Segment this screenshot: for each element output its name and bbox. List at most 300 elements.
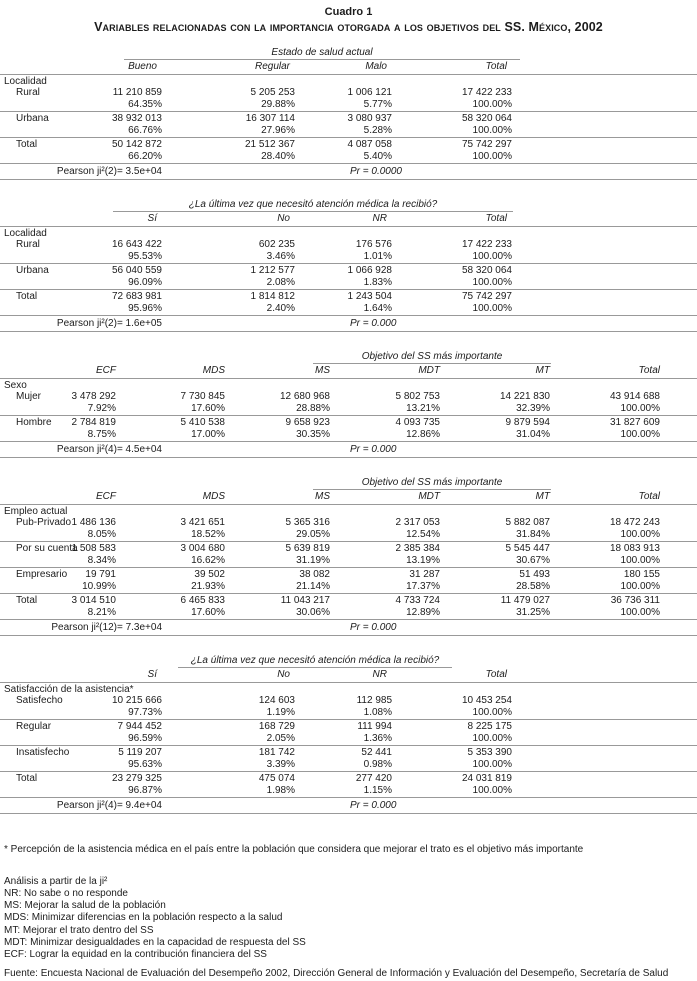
- count-cell: 58 320 064: [461, 113, 512, 124]
- percent-cell: 1.01%: [363, 250, 392, 262]
- percent-cell: 30.67%: [516, 554, 550, 566]
- percent-cell: 100.00%: [472, 124, 512, 136]
- row-label: Empresario: [16, 569, 68, 580]
- percent-cell: 7.92%: [87, 402, 116, 414]
- count-cell: 1 066 928: [347, 265, 392, 276]
- count-cell: 58 320 064: [461, 265, 512, 276]
- count-cell: 2 317 053: [395, 517, 440, 528]
- count-cell: 1 006 121: [347, 87, 392, 98]
- pearson-statistic: Pearson ji²(4)= 9.4e+04: [56, 800, 162, 811]
- data-row: [0, 517, 697, 529]
- percent-cell: 1.08%: [363, 706, 392, 718]
- data-row: [0, 417, 697, 429]
- row-label: Regular: [16, 721, 52, 732]
- count-cell: 43 914 688: [609, 391, 660, 402]
- row-label-spacer: [0, 529, 60, 541]
- row-label: Por su cuenta: [16, 543, 78, 554]
- divider-line: [0, 331, 697, 332]
- count-cell: 23 279 325: [111, 773, 162, 784]
- column-header: MS: [315, 365, 330, 376]
- count-cell: 181 742: [258, 747, 295, 758]
- count-cell: 21 512 367: [244, 139, 295, 150]
- group-header-row: [0, 477, 697, 490]
- count-cell: 17 422 233: [461, 87, 512, 98]
- column-header: Total: [485, 213, 507, 224]
- percent-cell: 5.28%: [363, 124, 392, 136]
- stat-table: [0, 655, 697, 814]
- percent-cell: 32.39%: [516, 402, 550, 414]
- column-header-row: [0, 669, 697, 681]
- count-cell: 75 742 297: [461, 291, 512, 302]
- count-cell: 8 225 175: [467, 721, 512, 732]
- percent-cell: 1.36%: [363, 732, 392, 744]
- percent-cell: 97.73%: [128, 706, 162, 718]
- column-header: MDS: [202, 365, 225, 376]
- row-label-spacer: [0, 251, 96, 263]
- row-label-spacer: [0, 303, 96, 315]
- percent-cell: 18.52%: [191, 528, 225, 540]
- percent-row: [0, 529, 697, 541]
- percent-cell: 8.75%: [87, 428, 116, 440]
- count-cell: 11 210 859: [112, 87, 162, 98]
- percent-row: [0, 303, 697, 315]
- data-row: [0, 239, 697, 251]
- divider-line: [0, 797, 697, 798]
- column-header: Total: [638, 491, 660, 502]
- percent-cell: 21.14%: [296, 580, 330, 592]
- pearson-pvalue: Pr = 0.000: [350, 622, 397, 633]
- pearson-row: [0, 621, 697, 634]
- count-cell: 1 486 136: [71, 517, 116, 528]
- footnote-abbreviation: ECF: Lograr la equidad en la contribución financiera del SS: [4, 949, 267, 961]
- row-label-spacer: [0, 607, 60, 619]
- column-header: No: [277, 669, 290, 680]
- divider-line: [0, 179, 697, 180]
- percent-cell: 16.62%: [191, 554, 225, 566]
- percent-cell: 31.04%: [516, 428, 550, 440]
- pearson-pvalue: Pr = 0.000: [350, 800, 397, 811]
- count-cell: 10 215 666: [111, 695, 162, 706]
- abbreviation-list: [4, 888, 687, 961]
- page-title: Variables relacionadas con la importancia otorgada a los objetivos del SS. México, 2002: [94, 20, 603, 34]
- divider-line: [0, 567, 697, 568]
- table-group-header: Estado de salud actual: [124, 47, 520, 60]
- column-header-row: [0, 491, 697, 503]
- percent-row: [0, 403, 697, 415]
- data-row: [0, 695, 697, 707]
- percent-row: [0, 759, 697, 771]
- data-row: [0, 87, 697, 99]
- footnote-abbreviation: MDT: Minimizar desigualdades en la capacidad de respuesta del SS: [4, 936, 306, 948]
- percent-cell: 28.40%: [261, 150, 295, 162]
- count-cell: 5 882 087: [505, 517, 550, 528]
- column-header-row: [0, 213, 697, 225]
- pearson-statistic: Pearson ji²(4)= 4.5e+04: [56, 444, 162, 455]
- percent-row: [0, 707, 697, 719]
- column-header: ECF: [96, 365, 116, 376]
- divider-line: [0, 593, 697, 594]
- divider-line: [0, 441, 697, 442]
- percent-cell: 21.93%: [191, 580, 225, 592]
- row-label-spacer: [0, 213, 96, 225]
- count-cell: 5 802 753: [395, 391, 440, 402]
- count-cell: 31 827 609: [609, 417, 660, 428]
- table-group-header: ¿La última vez que necesitó atención médica la recibió?: [178, 655, 452, 668]
- percent-cell: 96.09%: [128, 276, 162, 288]
- column-header: Total: [485, 61, 507, 72]
- row-label: Total: [16, 291, 38, 302]
- row-label-spacer: [0, 365, 60, 377]
- row-label-spacer: [0, 403, 60, 415]
- percent-cell: 100.00%: [620, 554, 660, 566]
- data-row: [0, 721, 697, 733]
- percent-cell: 64.35%: [128, 98, 162, 110]
- percent-cell: 8.21%: [87, 606, 116, 618]
- row-label-spacer: [0, 785, 96, 797]
- pearson-row: [0, 165, 697, 178]
- percent-cell: 96.87%: [128, 784, 162, 796]
- count-cell: 6 465 833: [180, 595, 225, 606]
- pearson-statistic: Pearson ji²(2)= 1.6e+05: [56, 318, 162, 329]
- percent-cell: 17.60%: [191, 402, 225, 414]
- stat-table: [0, 47, 697, 180]
- percent-row: [0, 785, 697, 797]
- pearson-row: [0, 799, 697, 812]
- row-label: Hombre: [16, 417, 52, 428]
- percent-cell: 28.88%: [296, 402, 330, 414]
- percent-cell: 17.00%: [191, 428, 225, 440]
- row-label: Mujer: [16, 391, 42, 402]
- count-cell: 39 502: [194, 569, 225, 580]
- count-cell: 3 080 937: [347, 113, 392, 124]
- data-row: [0, 569, 697, 581]
- column-header: MDT: [418, 365, 440, 376]
- count-cell: 4 733 724: [395, 595, 440, 606]
- count-cell: 5 365 316: [285, 517, 330, 528]
- divider-line: [0, 137, 697, 138]
- percent-cell: 95.96%: [128, 302, 162, 314]
- column-header: MT: [535, 491, 550, 502]
- row-label: Total: [16, 139, 38, 150]
- count-cell: 11 043 217: [280, 595, 330, 606]
- divider-line: [0, 745, 697, 746]
- count-cell: 52 441: [361, 747, 392, 758]
- percent-cell: 31.25%: [516, 606, 550, 618]
- column-header: Sí: [147, 213, 157, 224]
- category-label: Localidad: [4, 227, 47, 239]
- column-header: No: [277, 213, 290, 224]
- pearson-statistic: Pearson ji²(2)= 3.5e+04: [56, 166, 162, 177]
- percent-cell: 13.21%: [406, 402, 440, 414]
- percent-cell: 100.00%: [620, 528, 660, 540]
- percent-cell: 1.64%: [363, 302, 392, 314]
- percent-cell: 66.76%: [128, 124, 162, 136]
- column-header: Total: [485, 669, 507, 680]
- count-cell: 5 353 390: [467, 747, 512, 758]
- group-header-row: [0, 47, 697, 60]
- count-cell: 11 479 027: [500, 595, 550, 606]
- count-cell: 3 014 510: [71, 595, 116, 606]
- row-label-spacer: [0, 733, 96, 745]
- data-row: [0, 747, 697, 759]
- row-label-spacer: [0, 581, 60, 593]
- count-cell: 19 791: [85, 569, 116, 580]
- column-header: Regular: [254, 61, 290, 72]
- data-row: [0, 291, 697, 303]
- divider-line: [0, 719, 697, 720]
- category-label: Empleo actual: [4, 505, 68, 517]
- divider-line: [0, 635, 697, 636]
- percent-row: [0, 429, 697, 441]
- percent-row: [0, 99, 697, 111]
- count-cell: 17 422 233: [461, 239, 512, 250]
- percent-cell: 100.00%: [472, 276, 512, 288]
- pearson-pvalue: Pr = 0.0000: [350, 166, 402, 177]
- percent-cell: 12.54%: [406, 528, 440, 540]
- divider-line: [0, 263, 697, 264]
- divider-line: [0, 682, 697, 683]
- percent-cell: 66.20%: [128, 150, 162, 162]
- percent-cell: 100.00%: [472, 784, 512, 796]
- row-label: Rural: [16, 239, 40, 250]
- percent-cell: 100.00%: [472, 758, 512, 770]
- table-group-header: ¿La última vez que necesitó atención médica la recibió?: [113, 199, 513, 212]
- count-cell: 18 472 243: [609, 517, 660, 528]
- count-cell: 16 643 422: [111, 239, 162, 250]
- count-cell: 1 243 504: [347, 291, 392, 302]
- row-label: Rural: [16, 87, 40, 98]
- percent-cell: 13.19%: [406, 554, 440, 566]
- data-row: [0, 543, 697, 555]
- percent-cell: 5.40%: [363, 150, 392, 162]
- group-header-row: [0, 351, 697, 364]
- percent-cell: 100.00%: [472, 98, 512, 110]
- percent-cell: 3.39%: [266, 758, 295, 770]
- group-header-row: [0, 655, 697, 668]
- percent-cell: 95.53%: [128, 250, 162, 262]
- percent-cell: 17.37%: [406, 580, 440, 592]
- divider-line: [0, 289, 697, 290]
- divider-line: [0, 619, 697, 620]
- data-row: [0, 595, 697, 607]
- count-cell: 111 994: [357, 721, 392, 732]
- count-cell: 51 493: [519, 569, 550, 580]
- count-cell: 9 658 923: [285, 417, 330, 428]
- percent-row: [0, 125, 697, 137]
- row-label: Urbana: [16, 113, 49, 124]
- row-label: Insatisfecho: [16, 747, 70, 758]
- percent-cell: 100.00%: [472, 150, 512, 162]
- percent-cell: 0.98%: [363, 758, 392, 770]
- column-header: Malo: [365, 61, 387, 72]
- count-cell: 5 545 447: [505, 543, 550, 554]
- data-row: [0, 113, 697, 125]
- column-header: MT: [535, 365, 550, 376]
- column-header: ECF: [96, 491, 116, 502]
- data-row: [0, 139, 697, 151]
- footnote-abbreviation: MDS: Minimizar diferencias en la población respecto a la salud: [4, 912, 283, 924]
- percent-cell: 8.05%: [87, 528, 116, 540]
- count-cell: 14 221 830: [499, 391, 550, 402]
- percent-cell: 10.99%: [82, 580, 116, 592]
- row-label: Total: [16, 773, 38, 784]
- percent-cell: 17.60%: [191, 606, 225, 618]
- category-label: Sexo: [4, 379, 27, 391]
- count-cell: 1 508 583: [71, 543, 116, 554]
- count-cell: 2 385 384: [395, 543, 440, 554]
- percent-cell: 95.63%: [128, 758, 162, 770]
- divider-line: [0, 415, 697, 416]
- percent-cell: 29.05%: [296, 528, 330, 540]
- table-group-header: Objetivo del SS más importante: [313, 351, 551, 364]
- pearson-statistic: Pearson ji²(12)= 7.3e+04: [51, 622, 162, 633]
- table-group-header: Objetivo del SS más importante: [313, 477, 551, 490]
- count-cell: 3 004 680: [180, 543, 225, 554]
- percent-cell: 100.00%: [620, 402, 660, 414]
- count-cell: 31 287: [409, 569, 440, 580]
- percent-cell: 1.83%: [363, 276, 392, 288]
- count-cell: 1 814 812: [250, 291, 295, 302]
- count-cell: 176 576: [355, 239, 392, 250]
- count-cell: 112 985: [356, 695, 392, 706]
- percent-cell: 3.46%: [266, 250, 295, 262]
- row-label-spacer: [0, 125, 96, 137]
- divider-line: [0, 378, 697, 379]
- divider-line: [0, 226, 697, 227]
- footnote-abbreviation: NR: No sabe o no responde: [4, 888, 128, 899]
- count-cell: 124 603: [258, 695, 295, 706]
- row-label-spacer: [0, 277, 96, 289]
- stat-table: [0, 477, 697, 636]
- row-label: Total: [16, 595, 38, 606]
- count-cell: 5 205 253: [250, 87, 295, 98]
- count-cell: 12 680 968: [279, 391, 330, 402]
- percent-cell: 100.00%: [620, 580, 660, 592]
- count-cell: 3 478 292: [71, 391, 116, 402]
- footnote-source: Fuente: Encuesta Nacional de Evaluación del Desempeño 2002, Dirección General de Información y Evaluación del Desempeño, Secretaría de Salud: [4, 968, 669, 980]
- count-cell: 7 730 845: [180, 391, 225, 402]
- row-label-spacer: [0, 429, 60, 441]
- percent-cell: 31.19%: [296, 554, 330, 566]
- count-cell: 38 082: [299, 569, 330, 580]
- count-cell: 5 119 207: [118, 747, 162, 758]
- group-header-row: [0, 199, 697, 212]
- divider-line: [0, 111, 697, 112]
- divider-line: [0, 504, 697, 505]
- percent-row: [0, 277, 697, 289]
- footnote-analysis-note: Análisis a partir de la ji²: [4, 876, 108, 887]
- count-cell: 18 083 913: [609, 543, 660, 554]
- percent-row: [0, 555, 697, 567]
- count-cell: 24 031 819: [461, 773, 512, 784]
- percent-cell: 30.35%: [296, 428, 330, 440]
- percent-row: [0, 151, 697, 163]
- count-cell: 9 879 594: [505, 417, 550, 428]
- pearson-pvalue: Pr = 0.000: [350, 318, 397, 329]
- row-label-spacer: [0, 707, 96, 719]
- column-header: Bueno: [128, 61, 157, 72]
- count-cell: 180 155: [623, 569, 660, 580]
- row-label-spacer: [0, 669, 96, 681]
- count-cell: 56 040 559: [111, 265, 162, 276]
- count-cell: 10 453 254: [461, 695, 512, 706]
- percent-cell: 27.96%: [261, 124, 295, 136]
- footnotes-section: [0, 844, 697, 980]
- data-row: [0, 265, 697, 277]
- row-label: Pub-Privado: [16, 517, 72, 528]
- percent-cell: 30.06%: [296, 606, 330, 618]
- percent-cell: 1.19%: [266, 706, 295, 718]
- count-cell: 72 683 981: [111, 291, 162, 302]
- count-cell: 7 944 452: [117, 721, 162, 732]
- count-cell: 50 142 872: [111, 139, 162, 150]
- percent-row: [0, 607, 697, 619]
- percent-cell: 12.89%: [406, 606, 440, 618]
- category-label: Satisfacción de la asistencia*: [4, 683, 134, 695]
- percent-cell: 8.34%: [87, 554, 116, 566]
- percent-cell: 100.00%: [620, 428, 660, 440]
- percent-cell: 100.00%: [620, 606, 660, 618]
- stat-table: [0, 199, 697, 332]
- count-cell: 16 307 114: [245, 113, 295, 124]
- row-label-spacer: [0, 555, 60, 567]
- count-cell: 5 410 538: [180, 417, 225, 428]
- percent-cell: 2.05%: [266, 732, 295, 744]
- count-cell: 4 087 058: [347, 139, 392, 150]
- count-cell: 3 421 651: [180, 517, 225, 528]
- count-cell: 4 093 735: [395, 417, 440, 428]
- column-header: NR: [372, 669, 387, 680]
- count-cell: 5 639 819: [285, 543, 330, 554]
- percent-cell: 5.77%: [363, 98, 392, 110]
- count-cell: 38 932 013: [111, 113, 162, 124]
- count-cell: 168 729: [258, 721, 295, 732]
- percent-row: [0, 581, 697, 593]
- row-label-spacer: [0, 491, 60, 503]
- divider-line: [0, 163, 697, 164]
- row-label: Satisfecho: [16, 695, 63, 706]
- pearson-row: [0, 317, 697, 330]
- percent-cell: 100.00%: [472, 250, 512, 262]
- percent-cell: 100.00%: [472, 706, 512, 718]
- category-label: Localidad: [4, 75, 47, 87]
- row-label-spacer: [0, 61, 96, 73]
- column-header: MDT: [418, 491, 440, 502]
- footnote-abbreviation: MT: Mejorar el trato dentro del SS: [4, 924, 154, 936]
- count-cell: 36 736 311: [610, 595, 660, 606]
- count-cell: 475 074: [258, 773, 295, 784]
- footnote-abbreviation: MS: Mejorar la salud de la población: [4, 900, 166, 912]
- row-label-spacer: [0, 759, 96, 771]
- count-cell: 2 784 819: [71, 417, 116, 428]
- column-header-row: [0, 61, 697, 73]
- percent-row: [0, 251, 697, 263]
- footnote-asterisk: * Percepción de la asistencia médica en el país entre la población que considera que mejorar el trato es el objetivo más importante: [4, 844, 584, 855]
- column-header: NR: [372, 213, 387, 224]
- column-header: Sí: [147, 669, 157, 680]
- divider-line: [0, 74, 697, 75]
- divider-line: [0, 457, 697, 458]
- divider-line: [0, 541, 697, 542]
- percent-cell: 100.00%: [472, 732, 512, 744]
- row-label-spacer: [0, 99, 96, 111]
- row-label-spacer: [0, 151, 96, 163]
- divider-line: [0, 813, 697, 814]
- column-header-row: [0, 365, 697, 377]
- tables-container: [0, 47, 697, 814]
- percent-cell: 2.08%: [266, 276, 295, 288]
- data-row: [0, 773, 697, 785]
